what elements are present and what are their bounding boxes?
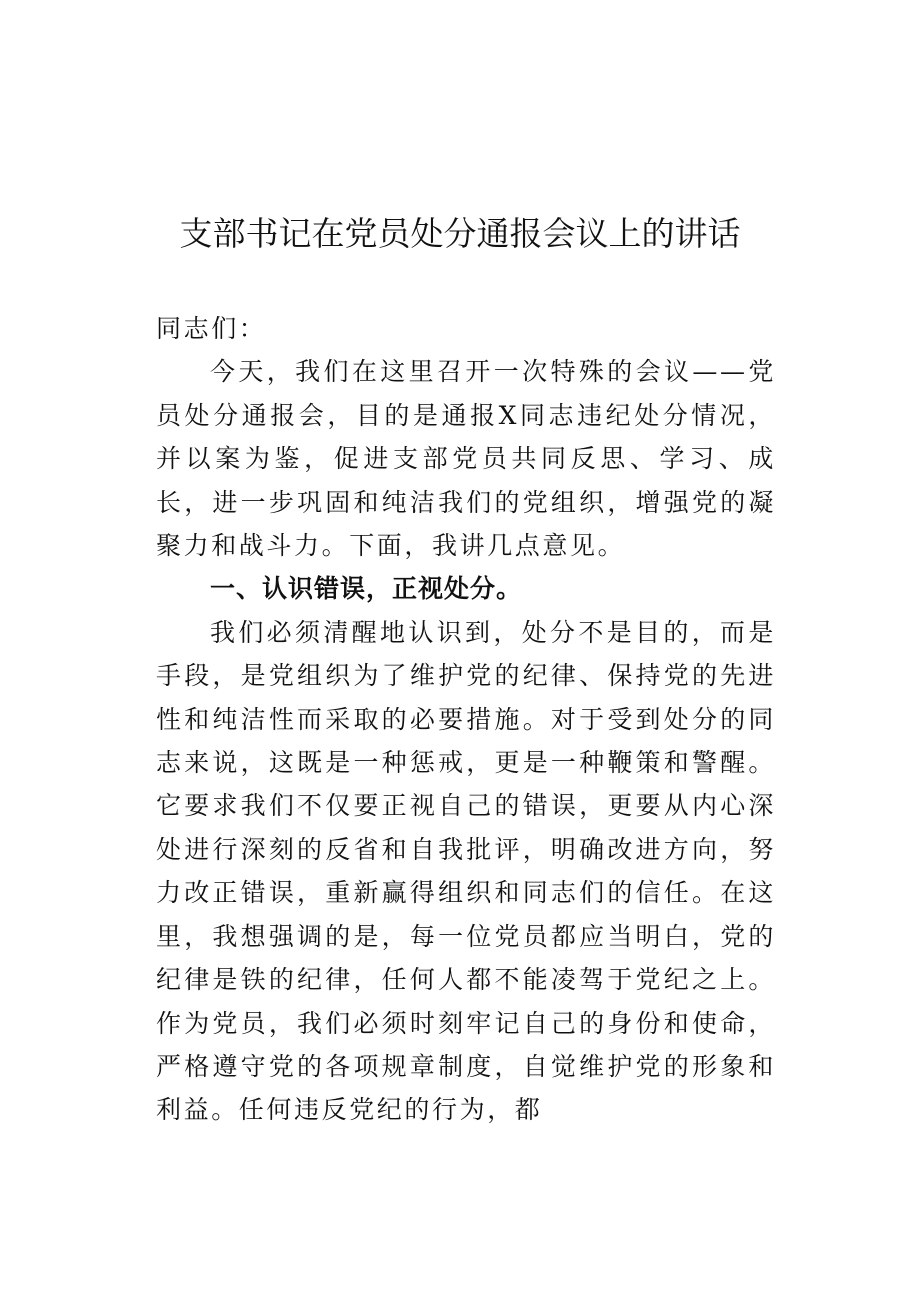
intro-paragraph: 今天，我们在这里召开一次特殊的会议——党员处分通报会，目的是通报X同志违纪处分情况，并以案为鉴，促进支部党员共同反思、学习、成长，进一步巩固和纯洁我们的党组织，增强党的凝聚力和战斗力。下面，我讲几点意见。	[156, 357, 776, 561]
document-title: 支部书记在党员处分通报会议上的讲话	[179, 214, 741, 253]
section-paragraph: 我们必须清醒地认识到，处分不是目的，而是手段，是党组织为了维护党的纪律、保持党的先进性和纯洁性而采取的必要措施。对于受到处分的同志来说，这既是一种惩戒，更是一种鞭策和警醒。它要求我们不仅要正视自己的错误，更要从内心深处进行深刻的反省和自我批评，明确改进方向，努力改正错误，重新赢得组织和同志们的信任。在这里，我想强调的是，每一位党员都应当明白，党的纪律是铁的纪律，任何人都不能凌驾于党纪之上。作为党员，我们必须时刻牢记自己的身份和使命，严格遵守党的各项规章制度，自觉维护党的形象和利益。任何违反党纪的行为，都	[156, 617, 776, 1125]
section-heading: 一、认识错误，正视处分。	[210, 574, 523, 604]
greeting: 同志们：	[156, 314, 267, 343]
document-body	[156, 307, 776, 1132]
